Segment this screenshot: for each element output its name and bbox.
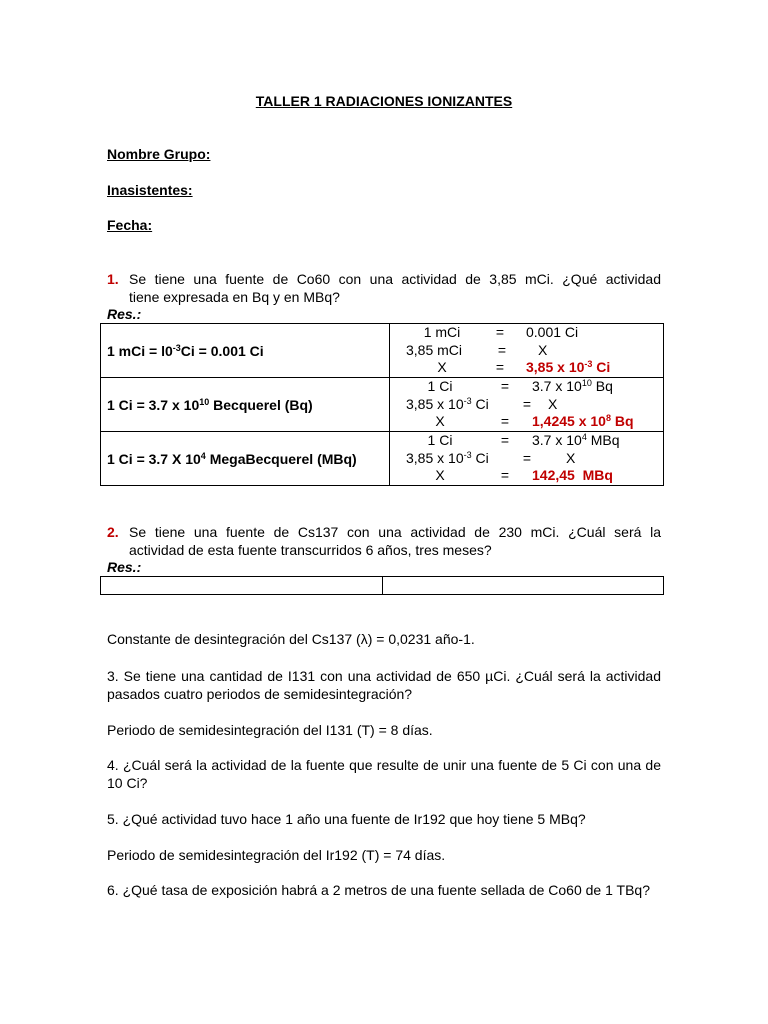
question-2: [107, 523, 661, 559]
question-1-line1: Se tiene una fuente de Co60 con una actividad de 3,85 mCi. ¿Qué actividad: [129, 271, 661, 287]
question-6: 6. ¿Qué tasa de exposición habrá a 2 metros de una fuente sellada de Co60 de 1 TBq?: [107, 882, 650, 898]
question-3: 3. Se tiene una cantidad de I131 con una actividad de 650 µCi. ¿Cuál será la actividad pasados cuatro periodos de semidesintegración?: [107, 668, 661, 702]
question-2-number: 2.: [107, 524, 119, 540]
page-title: TALLER 1 RADIACIONES IONIZANTES: [255, 93, 513, 109]
conversion-table: [100, 323, 664, 486]
date-field: Fecha:: [107, 217, 153, 233]
question-1: [107, 270, 661, 306]
table-row: [101, 378, 664, 432]
question-3-note: Periodo de semidesintegración del I131 (T) = 8 días.: [107, 722, 433, 738]
question-5-note: Periodo de semidesintegración del Ir192 (T) = 74 días.: [107, 847, 446, 863]
question-5: 5. ¿Qué actividad tuvo hace 1 año una fuente de Ir192 que hoy tiene 5 MBq?: [107, 811, 586, 827]
table-cell: [383, 577, 664, 595]
answer-1-bq: 1,4245 x $10^8$ Bq: [532, 413, 634, 430]
table-row-calc: 1 Ci = 3.7 x $10^4$ MBq 3,85 x $10^{-3}$ Ci = X X = 142,45 MBq: [390, 432, 664, 486]
table-row: [101, 432, 664, 486]
table-row-label: 1 Ci = 3.7 x $10^{10}$ Becquerel (Bq): [101, 378, 390, 432]
question-1-res-label: Res.:: [107, 306, 142, 322]
answer-1-mbq: 142,45 MBq: [532, 467, 613, 484]
table-row: [101, 577, 664, 595]
question-2-line1: Se tiene una fuente de Cs137 con una actividad de 230 mCi. ¿Cuál será la: [129, 524, 661, 540]
answer-1-ci: 3,85 x $10^{-3}$ Ci: [526, 359, 611, 376]
absent-field: Inasistentes:: [107, 182, 193, 198]
question-2-res-label: Res.:: [107, 559, 142, 575]
table-cell: [101, 577, 383, 595]
group-name-field: Nombre Grupo:: [107, 146, 211, 162]
question-1-number: 1.: [107, 271, 119, 287]
decay-constant-note: Constante de desintegración del Cs137 (λ) = 0,0231 año-1.: [107, 631, 475, 647]
question-2-line2: actividad de esta fuente transcurridos 6 años, tres meses?: [129, 542, 492, 558]
table-row-calc: 1 Ci = 3.7 x $10^{10}$ Bq 3,85 x $10^{-3}$ Ci = X X = 1,4245 x $10^8$ Bq: [390, 378, 664, 432]
table-row: [101, 324, 664, 378]
question-4: 4. ¿Cuál será la actividad de la fuente que resulte de unir una fuente de 5 Ci con una de 10 Ci?: [107, 757, 661, 791]
answer-table-2: [100, 576, 664, 595]
table-row-label: 1 Ci = 3.7 X $10^4$ MegaBecquerel (MBq): [101, 432, 390, 486]
table-row-label: 1 mCi = $l0^{-3}Ci = 0.001$ Ci: [101, 324, 390, 378]
question-1-line2: tiene expresada en Bq y en MBq?: [129, 289, 340, 305]
table-row-calc: 1 mCi = 0.001 Ci 3,85 mCi = X X = 3,85 x $10^{-3}$ Ci: [390, 324, 664, 378]
